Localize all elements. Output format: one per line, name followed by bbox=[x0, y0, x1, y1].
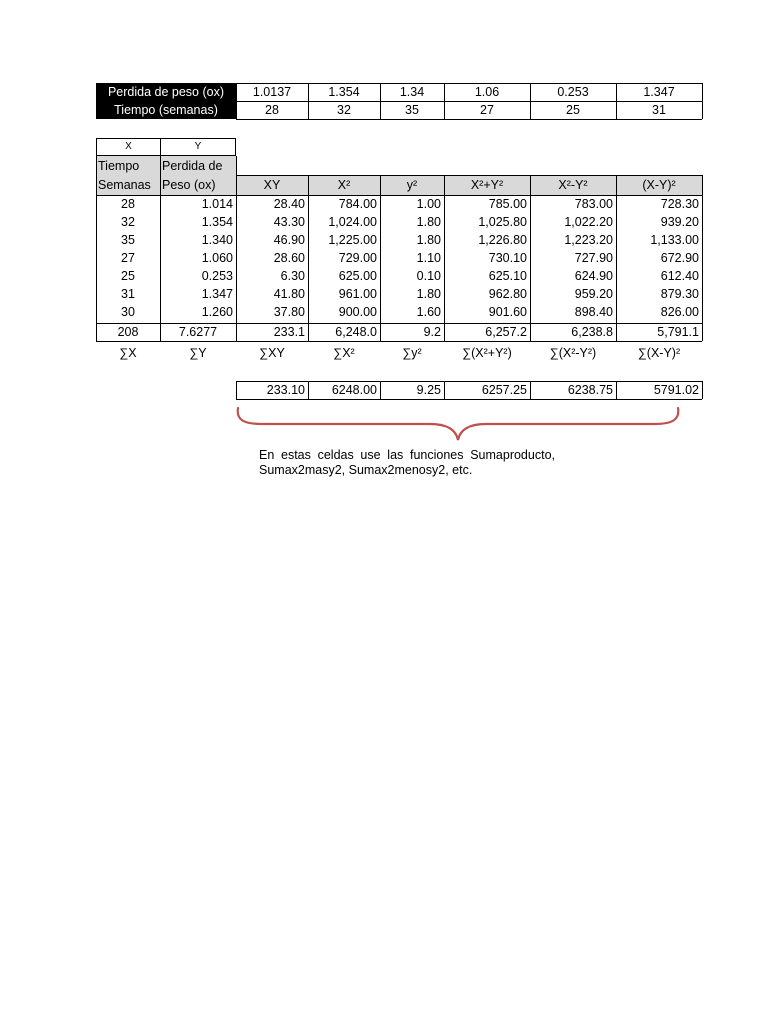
x-value: 35 bbox=[121, 232, 135, 247]
x-squared-value: 900.00 bbox=[338, 304, 377, 319]
x2-plus-y2-value: 730.10 bbox=[488, 250, 527, 265]
x-value: 32 bbox=[121, 214, 135, 229]
y-value: 1.014 bbox=[201, 196, 233, 211]
weight-loss-value: 1.06 bbox=[474, 84, 500, 99]
x2-minus-y2-value: 783.00 bbox=[574, 196, 613, 211]
x-squared-value: 1,225.00 bbox=[328, 232, 377, 247]
sum-label: ∑XY bbox=[259, 345, 285, 360]
result-sum-y-squared: 9.25 bbox=[416, 382, 441, 397]
x-squared-value: 961.00 bbox=[338, 286, 377, 301]
xy-value: 6.30 bbox=[280, 268, 305, 283]
total-x-squared-value: 6,248.0 bbox=[335, 324, 377, 339]
result-sum-x2-minus-y2: 6238.75 bbox=[567, 382, 613, 397]
x-value: 28 bbox=[121, 196, 135, 211]
curly-brace-path bbox=[238, 408, 679, 440]
y-squared-value: 1.80 bbox=[416, 232, 441, 247]
x-squared-value: 729.00 bbox=[338, 250, 377, 265]
x-squared-value: 625.00 bbox=[338, 268, 377, 283]
x2-plus-y2-value: 1,025.80 bbox=[478, 214, 527, 229]
xy-value: 37.80 bbox=[273, 304, 305, 319]
sum-label: ∑X² bbox=[333, 345, 355, 360]
y-squared-value: 1.80 bbox=[416, 286, 441, 301]
time-value: 35 bbox=[405, 102, 419, 117]
y-squared-value: 0.10 bbox=[416, 268, 441, 283]
x2-plus-y2-value: 785.00 bbox=[488, 196, 527, 211]
x2-minus-y2-value: 1,223.20 bbox=[564, 232, 613, 247]
time-value: 32 bbox=[337, 102, 351, 117]
x2-plus-y2-value: 625.10 bbox=[488, 268, 527, 283]
x-squared-value: 1,024.00 bbox=[328, 214, 377, 229]
x2-minus-y2-value: 1,022.20 bbox=[564, 214, 613, 229]
result-sum-x-minus-y-squared: 5791.02 bbox=[653, 382, 699, 397]
x-minus-y-squared-value: 826.00 bbox=[660, 304, 699, 319]
total-y-squared-value: 9.2 bbox=[423, 324, 441, 339]
sum-label: ∑(X²+Y²) bbox=[462, 345, 512, 360]
xy-value: 28.40 bbox=[273, 196, 305, 211]
total-x-minus-y-squared-value: 5,791.1 bbox=[657, 324, 699, 339]
weight-loss-value: 1.34 bbox=[399, 84, 425, 99]
x-value: 31 bbox=[121, 286, 135, 301]
header-weight-line2: Peso (ox) bbox=[162, 178, 216, 192]
header-x-minus-y-squared: (X-Y)² bbox=[616, 175, 702, 195]
x-minus-y-squared-value: 879.30 bbox=[660, 286, 699, 301]
x2-minus-y2-value: 624.90 bbox=[574, 268, 613, 283]
total-x-value: 208 bbox=[117, 324, 139, 339]
x-minus-y-squared-value: 728.30 bbox=[660, 196, 699, 211]
x-minus-y-squared-value: 672.90 bbox=[660, 250, 699, 265]
row-label-weight-loss: Perdida de peso (ox) bbox=[96, 83, 236, 101]
x2-minus-y2-value: 727.90 bbox=[574, 250, 613, 265]
y-value: 1.060 bbox=[201, 250, 233, 265]
sum-label: ∑Y bbox=[189, 345, 207, 360]
instructions-note: En estas celdas use las funciones Sumaproducto, Sumax2masy2, Sumax2menosy2, etc. bbox=[259, 448, 555, 477]
header-y-squared: y² bbox=[380, 175, 444, 195]
x-minus-y-squared-value: 939.20 bbox=[660, 214, 699, 229]
result-sum-xy: 233.10 bbox=[266, 382, 305, 397]
y-column-header: Y bbox=[160, 138, 236, 156]
total-x2-plus-y2-value: 6,257.2 bbox=[485, 324, 527, 339]
y-value: 1.260 bbox=[201, 304, 233, 319]
total-x2-minus-y2-value: 6,238.8 bbox=[571, 324, 613, 339]
weight-loss-value: 0.253 bbox=[557, 84, 589, 99]
y-value: 0.253 bbox=[201, 268, 233, 283]
xy-value: 43.30 bbox=[273, 214, 305, 229]
y-squared-value: 1.60 bbox=[416, 304, 441, 319]
x2-minus-y2-value: 959.20 bbox=[574, 286, 613, 301]
time-value: 28 bbox=[265, 102, 279, 117]
x2-plus-y2-value: 901.60 bbox=[488, 304, 527, 319]
y-squared-value: 1.80 bbox=[416, 214, 441, 229]
result-sum-x-squared: 6248.00 bbox=[331, 382, 377, 397]
sum-label: ∑(X²-Y²) bbox=[549, 345, 597, 360]
xy-value: 41.80 bbox=[273, 286, 305, 301]
x-value: 25 bbox=[121, 268, 135, 283]
header-x2-plus-y2: X²+Y² bbox=[444, 175, 530, 195]
y-squared-value: 1.10 bbox=[416, 250, 441, 265]
x2-plus-y2-value: 962.80 bbox=[488, 286, 527, 301]
x-minus-y-squared-value: 612.40 bbox=[660, 268, 699, 283]
time-value: 25 bbox=[566, 102, 580, 117]
sum-label: ∑X bbox=[119, 345, 137, 360]
sum-label: ∑y² bbox=[402, 345, 422, 360]
x2-minus-y2-value: 898.40 bbox=[574, 304, 613, 319]
header-x-squared: X² bbox=[308, 175, 380, 195]
xy-value: 28.60 bbox=[273, 250, 305, 265]
y-value: 1.354 bbox=[201, 214, 233, 229]
time-value: 27 bbox=[480, 102, 494, 117]
header-weight-line1: Perdida de bbox=[162, 158, 223, 173]
x-squared-value: 784.00 bbox=[338, 196, 377, 211]
x-column-header: X bbox=[96, 138, 161, 156]
row-label-time: Tiempo (semanas) bbox=[96, 101, 236, 119]
xy-value: 46.90 bbox=[273, 232, 305, 247]
header-time-line1: Tiempo bbox=[98, 158, 140, 173]
weight-loss-value: 1.0137 bbox=[252, 84, 292, 99]
header-xy: XY bbox=[236, 175, 308, 195]
time-value: 31 bbox=[652, 102, 666, 117]
y-value: 1.340 bbox=[201, 232, 233, 247]
weight-loss-value: 1.354 bbox=[328, 84, 360, 99]
header-time-line2: Semanas bbox=[98, 178, 151, 192]
total-xy-value: 233.1 bbox=[273, 324, 305, 339]
x-minus-y-squared-value: 1,133.00 bbox=[650, 232, 699, 247]
y-value: 1.347 bbox=[201, 286, 233, 301]
total-y-value: 7.6277 bbox=[178, 324, 218, 339]
sum-label: ∑(X-Y)² bbox=[637, 345, 681, 360]
weight-loss-value: 1.347 bbox=[643, 84, 675, 99]
header-x2-minus-y2: X²-Y² bbox=[530, 175, 616, 195]
x2-plus-y2-value: 1,226.80 bbox=[478, 232, 527, 247]
result-sum-x2-plus-y2: 6257.25 bbox=[481, 382, 527, 397]
x-value: 30 bbox=[121, 304, 135, 319]
x-value: 27 bbox=[121, 250, 135, 265]
y-squared-value: 1.00 bbox=[416, 196, 441, 211]
